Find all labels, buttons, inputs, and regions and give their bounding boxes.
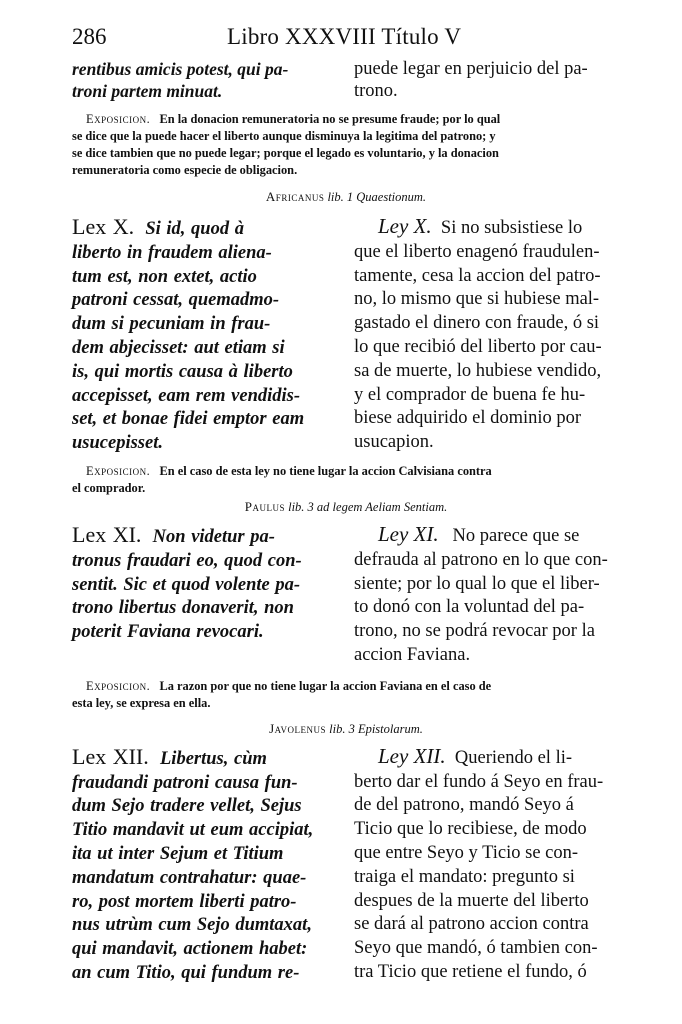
spanish-line: gastado el dinero con fraude, ó si: [354, 313, 600, 334]
lex-heading: Lex XII.: [72, 743, 149, 769]
spanish-line: Queriendo el li-: [454, 747, 573, 768]
latin-line: Titio mandavit ut eum accipiat,: [72, 820, 314, 841]
continuation-block: [72, 58, 620, 102]
latin-line: dum si pecuniam in frau-: [72, 314, 271, 335]
exposition: [72, 678, 620, 712]
lex-11-block: [72, 523, 620, 668]
spanish-line: puede legar en perjuicio del pa-: [354, 59, 588, 79]
latin-line: Non videtur pa-: [152, 526, 275, 547]
latin-line: dum Sejo tradere vellet, Sejus: [72, 796, 302, 817]
ley-heading: Ley XII.: [378, 743, 446, 768]
latin-line: fraudandi patroni causa fun-: [72, 772, 298, 793]
latin-line: usucepisset.: [72, 433, 163, 454]
source-citation: [72, 189, 620, 205]
spanish-line: tamente, cesa la accion del patro-: [354, 265, 601, 286]
lex-12-block: [72, 745, 620, 986]
latin-column: [72, 58, 342, 102]
latin-line: qui mandavit, actionem habet:: [72, 939, 308, 960]
latin-line: trono libertus donaverit, non: [72, 598, 294, 619]
spanish-line: despues de la muerte del liberto: [354, 890, 589, 911]
exposition: [72, 463, 620, 497]
latin-line: Si id, quod à: [145, 219, 244, 239]
latin-line: ita ut inter Sejum et Titium: [72, 843, 284, 864]
spanish-line: No parece que se: [452, 525, 580, 546]
latin-line: rentibus amicis potest, qui pa-: [72, 59, 289, 79]
spanish-column: [354, 523, 620, 668]
citation-author: Javolenus: [269, 720, 326, 736]
spanish-line: usucapion.: [354, 432, 434, 453]
spanish-line: Si no subsistiese lo: [440, 218, 583, 238]
spanish-line: no, lo mismo que si hubiese mal-: [354, 289, 600, 310]
latin-column: [72, 215, 342, 456]
spanish-line: berto dar el fundo á Seyo en frau-: [354, 771, 604, 792]
spanish-line: siente; por lo qual lo que el liber-: [354, 573, 600, 594]
spanish-line: que entre Seyo y Ticio se con-: [354, 842, 579, 863]
spanish-line: se dará al patrono accion contra: [354, 914, 589, 935]
exposition-label: Exposicion.: [86, 112, 151, 126]
exposition-line: esta ley, se expresa en ella.: [72, 695, 211, 710]
spanish-line: traiga el mandato: pregunto si: [354, 866, 575, 887]
spanish-line: que el liberto enagenó fraudulen-: [354, 241, 600, 262]
latin-line: poterit Faviana revocari.: [72, 622, 264, 643]
spanish-line: sa de muerte, lo hubiese vendido,: [354, 360, 602, 381]
source-citation: [72, 721, 620, 737]
book-page: [72, 24, 620, 986]
spanish-line: y el comprador de buena fe hu-: [354, 384, 586, 405]
latin-line: liberto in fraudem aliena-: [72, 242, 272, 263]
latin-line: troni partem minuat.: [72, 81, 223, 101]
exposition-line: se dice que la puede hacer el liberto aunque disminuya la legitima del patrono; y: [72, 129, 496, 143]
latin-column: [72, 745, 342, 986]
page-number: 286: [72, 24, 107, 49]
spanish-line: defrauda al patrono en lo que con-: [354, 549, 608, 570]
page-header: [72, 24, 620, 58]
citation-work: lib. 1 Quaestionum.: [327, 190, 427, 204]
latin-line: an cum Titio, qui fundum re-: [72, 962, 300, 983]
citation-author: Africanus: [265, 189, 325, 204]
latin-line: sentit. Sic et quod volente pa-: [72, 574, 301, 595]
spanish-line: de del patrono, mandó Seyo á: [354, 795, 574, 816]
exposition-label: Exposicion.: [86, 463, 151, 478]
spanish-line: accion Faviana.: [354, 644, 471, 665]
exposition-line: En la donacion remuneratoria no se presume fraude; por lo qual: [159, 112, 501, 126]
spanish-column: [354, 58, 620, 102]
exposition-line: se dice tambien que no puede legar; porque el legado es voluntario, y la donacion: [72, 146, 499, 160]
latin-line: Libertus, cùm: [160, 748, 267, 769]
latin-line: accepisset, eam rem vendidis-: [72, 385, 301, 406]
running-title: Libro XXXVIII Título V: [227, 24, 462, 49]
lex-heading: Lex XI.: [72, 521, 142, 547]
exposition-line: el comprador.: [72, 480, 146, 495]
latin-line: dem abjecisset: aut etiam si: [72, 337, 285, 358]
lex-10-block: [72, 215, 620, 456]
citation-work: lib. 3 ad legem Aeliam Sentiam.: [288, 499, 448, 514]
latin-line: is, qui mortis causa à liberto: [72, 361, 293, 382]
spanish-column: [354, 745, 620, 986]
lex-heading: Lex X.: [72, 214, 135, 239]
latin-line: patroni cessat, quemadmo-: [72, 290, 280, 311]
citation-work: lib. 3 Epistolarum.: [329, 721, 423, 736]
latin-line: tronus fraudari eo, quod con-: [72, 550, 302, 571]
ley-heading: Ley X.: [378, 214, 432, 238]
latin-line: tum est, non extet, actio: [72, 266, 257, 287]
exposition-label: Exposicion.: [86, 678, 151, 693]
latin-line: nus utrùm cum Sejo dumtaxat,: [72, 915, 312, 936]
spanish-line: tra Ticio que retiene el fundo, ó: [354, 961, 587, 982]
exposition: [72, 111, 620, 179]
exposition-line: En el caso de esta ley no tiene lugar la accion Calvisiana contra: [159, 463, 492, 478]
ley-heading: Ley XI.: [378, 521, 439, 546]
exposition-line: remuneratoria como especie de obligacion.: [72, 163, 298, 177]
spanish-line: Seyo que mandó, ó tambien con-: [354, 938, 598, 959]
latin-line: mandatum contrahatur: quae-: [72, 867, 307, 888]
spanish-column: [354, 215, 620, 456]
spanish-line: Ticio que lo recibiese, de modo: [354, 819, 587, 840]
latin-line: ro, post mortem liberti patro-: [72, 891, 297, 912]
latin-column: [72, 523, 342, 668]
spanish-line: biese adquirido el dominio por: [354, 408, 582, 429]
spanish-line: lo que recibió del liberto por cau-: [354, 336, 602, 357]
spanish-line: to donó con la voluntad del pa-: [354, 597, 585, 618]
spanish-line: trono, no se podrá revocar por la: [354, 621, 595, 642]
spanish-line: trono.: [354, 81, 398, 101]
citation-author: Paulus: [244, 498, 285, 514]
latin-line: set, et bonae fidei emptor eam: [72, 409, 305, 430]
source-citation: [72, 499, 620, 515]
exposition-line: La razon por que no tiene lugar la accion Faviana en el caso de: [159, 678, 492, 693]
